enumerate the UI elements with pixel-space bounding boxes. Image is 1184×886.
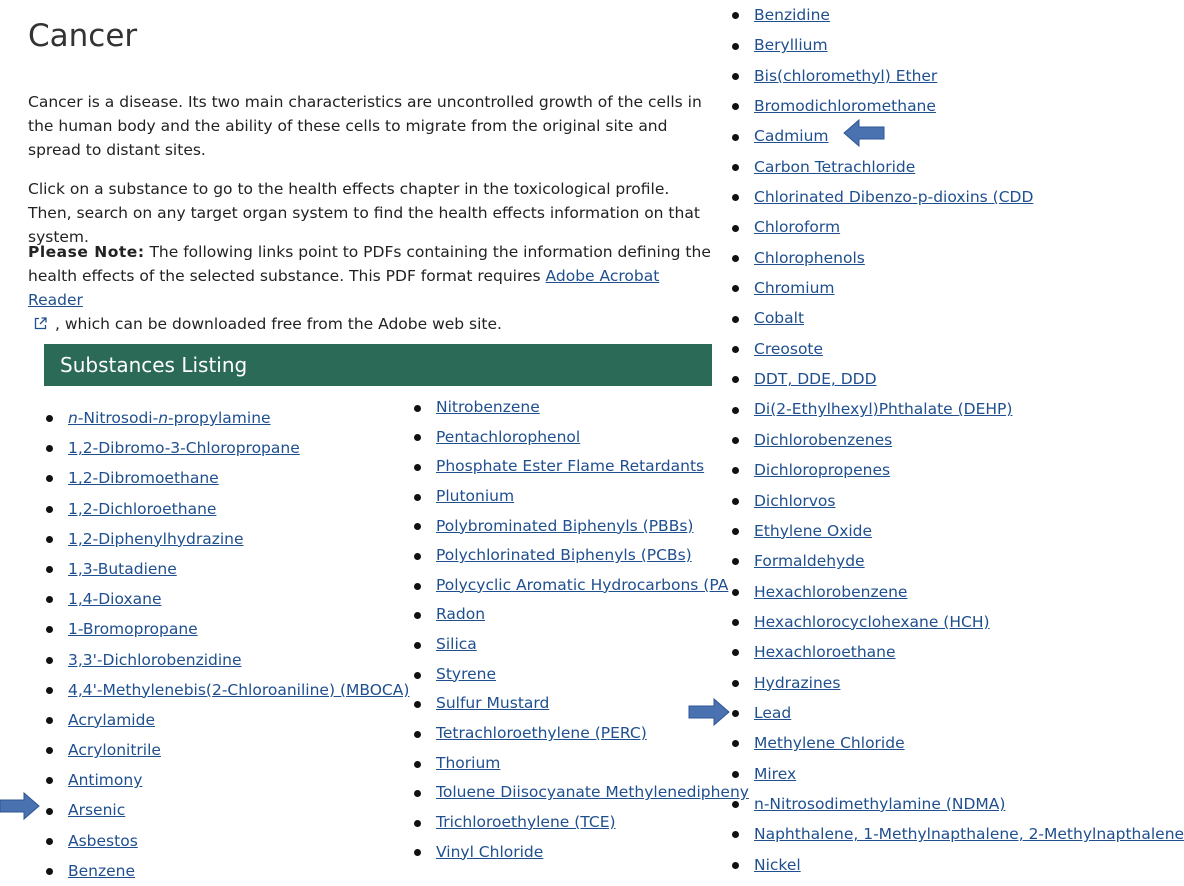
list-item bbox=[408, 630, 712, 660]
substance-link-bromodichloromethane[interactable]: Bromodichloromethane bbox=[754, 97, 936, 116]
list-item bbox=[40, 433, 420, 463]
substance-link-1-4-dioxane[interactable]: 1,4-Dioxane bbox=[68, 590, 162, 609]
substance-link-hexachloroethane[interactable]: Hexachloroethane bbox=[754, 643, 896, 662]
list-item bbox=[726, 30, 1024, 60]
substance-link-phosphate-ester-flame-retardants[interactable]: Phosphate Ester Flame Retardants bbox=[436, 457, 705, 476]
substance-link-formaldehyde[interactable]: Formaldehyde bbox=[754, 552, 865, 571]
list-item bbox=[726, 728, 1024, 758]
list-item bbox=[40, 675, 420, 705]
list-item bbox=[408, 393, 712, 423]
list-item bbox=[726, 789, 1024, 819]
list-item bbox=[726, 364, 1024, 394]
substance-link-1-3-butadiene[interactable]: 1,3-Butadiene bbox=[68, 559, 177, 578]
list-item bbox=[40, 645, 420, 675]
page-title: Cancer bbox=[28, 18, 138, 54]
list-item bbox=[40, 735, 420, 765]
list-item bbox=[408, 778, 749, 808]
substances-listing-header: Substances Listing bbox=[44, 344, 712, 386]
list-item bbox=[726, 0, 1024, 30]
list-item bbox=[40, 403, 420, 433]
substance-link-1-2-dibromo-3-chloropropane[interactable]: 1,2-Dibromo-3-Chloropropane bbox=[68, 439, 300, 458]
substance-link-sulfur-mustard[interactable]: Sulfur Mustard bbox=[436, 694, 550, 713]
substance-link-beryllium[interactable]: Beryllium bbox=[754, 36, 828, 55]
external-link-icon[interactable] bbox=[34, 313, 47, 326]
list-item bbox=[726, 486, 1024, 516]
list-item bbox=[726, 698, 1024, 728]
substance-list-column-2 bbox=[408, 393, 749, 867]
intro-note bbox=[28, 240, 713, 336]
list-item bbox=[40, 765, 420, 795]
list-item bbox=[40, 705, 420, 735]
list-item bbox=[408, 689, 712, 719]
list-item bbox=[408, 452, 712, 482]
list-item bbox=[726, 152, 1024, 182]
list-item bbox=[726, 819, 1184, 849]
intro-paragraph-1: Cancer is a disease. Its two main characteristics are uncontrolled growth of the cells in the human body and the ability of these cells to migrate from the original site and spread to distant sites. bbox=[28, 93, 702, 159]
substance-link-chromium[interactable]: Chromium bbox=[754, 279, 835, 298]
substance-link-dichlorobenzenes[interactable]: Dichlorobenzenes bbox=[754, 430, 893, 449]
substance-link-n-nitrosodimethylamine-ndma[interactable]: n-Nitrosodimethylamine (NDMA) bbox=[754, 794, 1006, 813]
substance-link-polycyclic-aromatic-hydrocarbons-pa[interactable]: Polycyclic Aromatic Hydrocarbons (PA bbox=[436, 575, 729, 594]
substance-link-ddt-dde-ddd[interactable]: DDT, DDE, DDD bbox=[754, 370, 877, 389]
substance-link-trichloroethylene-tce[interactable]: Trichloroethylene (TCE) bbox=[436, 812, 616, 831]
substance-link-styrene[interactable]: Styrene bbox=[436, 664, 497, 683]
list-item bbox=[726, 273, 1024, 303]
list-item bbox=[408, 571, 729, 601]
substance-link-acrylamide[interactable]: Acrylamide bbox=[68, 710, 155, 729]
list-item bbox=[408, 541, 712, 571]
list-item bbox=[408, 808, 712, 838]
substance-link-plutonium[interactable]: Plutonium bbox=[436, 486, 515, 505]
substance-link-benzene[interactable]: Benzene bbox=[68, 861, 136, 880]
substance-link-creosote[interactable]: Creosote bbox=[754, 339, 824, 358]
substance-link-cadmium[interactable]: Cadmium bbox=[754, 127, 829, 146]
adobe-acrobat-link[interactable]: Adobe Acrobat Reader bbox=[28, 267, 660, 309]
substance-link-dichlorvos[interactable]: Dichlorvos bbox=[754, 491, 836, 510]
substance-link-pentachlorophenol[interactable]: Pentachlorophenol bbox=[436, 427, 581, 446]
substance-link-n-nitrosodi-n-propylamine[interactable]: n-Nitrosodi-n-propylamine bbox=[68, 409, 271, 427]
list-item bbox=[726, 182, 1034, 212]
list-item bbox=[40, 826, 420, 856]
blue-arrow-icon bbox=[843, 118, 885, 148]
substance-link-di-2-ethylhexyl-phthalate-dehp[interactable]: Di(2-Ethylhexyl)Phthalate (DEHP) bbox=[754, 400, 1013, 419]
list-item bbox=[40, 584, 420, 614]
substance-link-hexachlorobenzene[interactable]: Hexachlorobenzene bbox=[754, 582, 908, 601]
blue-arrow-icon bbox=[688, 697, 730, 727]
substance-link-3-3-dichlorobenzidine[interactable]: 3,3'-Dichlorobenzidine bbox=[68, 650, 242, 669]
list-item bbox=[726, 91, 1024, 121]
list-item bbox=[726, 61, 1024, 91]
substance-link-chlorophenols[interactable]: Chlorophenols bbox=[754, 248, 865, 267]
list-item bbox=[40, 856, 420, 886]
blue-arrow-icon bbox=[0, 791, 40, 821]
list-item bbox=[726, 577, 1024, 607]
substance-link-1-2-diphenylhydrazine[interactable]: 1,2-Diphenylhydrazine bbox=[68, 529, 244, 548]
list-item bbox=[726, 759, 1024, 789]
substance-link-tetrachloroethylene-perc[interactable]: Tetrachloroethylene (PERC) bbox=[436, 724, 647, 743]
list-item bbox=[726, 425, 1024, 455]
list-item bbox=[408, 719, 712, 749]
list-item bbox=[40, 463, 420, 493]
list-item bbox=[408, 512, 712, 542]
substance-link-1-bromopropane[interactable]: 1-Bromopropane bbox=[68, 620, 198, 639]
list-item bbox=[726, 668, 1024, 698]
list-item bbox=[726, 455, 1024, 485]
substance-link-thorium[interactable]: Thorium bbox=[436, 753, 501, 772]
list-item bbox=[726, 637, 1024, 667]
list-item bbox=[726, 516, 1024, 546]
list-item bbox=[726, 303, 1024, 333]
substance-link-bis-chloromethyl-ether[interactable]: Bis(chloromethyl) Ether bbox=[754, 66, 938, 85]
substance-link-dichloropropenes[interactable]: Dichloropropenes bbox=[754, 461, 891, 480]
list-item bbox=[726, 850, 1024, 880]
substance-link-4-4-methylenebis-2-chloroaniline-mboca[interactable]: 4,4'-Methylenebis(2-Chloroaniline) (MBOCA) bbox=[68, 680, 410, 699]
list-item bbox=[40, 795, 420, 825]
substance-link-silica[interactable]: Silica bbox=[436, 635, 477, 654]
substance-link-hexachlorocyclohexane-hch[interactable]: Hexachlorocyclohexane (HCH) bbox=[754, 612, 990, 631]
list-item bbox=[726, 334, 1024, 364]
substance-link-nickel[interactable]: Nickel bbox=[754, 855, 801, 874]
substance-link-toluene-diisocyanate-methylenedipheny[interactable]: Toluene Diisocyanate Methylenedipheny bbox=[436, 783, 749, 802]
substance-link-1-2-dibromoethane[interactable]: 1,2-Dibromoethane bbox=[68, 469, 219, 488]
substance-link-polybrominated-biphenyls-pbbs[interactable]: Polybrominated Biphenyls (PBBs) bbox=[436, 516, 694, 535]
substance-link-vinyl-chloride[interactable]: Vinyl Chloride bbox=[436, 842, 544, 861]
list-item bbox=[726, 607, 1024, 637]
substance-link-arsenic[interactable]: Arsenic bbox=[68, 801, 126, 820]
substance-link-ethylene-oxide[interactable]: Ethylene Oxide bbox=[754, 521, 873, 540]
list-item bbox=[726, 212, 1024, 242]
substance-link-methylene-chloride[interactable]: Methylene Chloride bbox=[754, 734, 905, 753]
list-item bbox=[40, 614, 420, 644]
substance-link-chlorinated-dibenzo-p-dioxins-cdd[interactable]: Chlorinated Dibenzo-p-dioxins (CDD bbox=[754, 188, 1034, 207]
substance-link-acrylonitrile[interactable]: Acrylonitrile bbox=[68, 741, 161, 760]
substance-link-nitrobenzene[interactable]: Nitrobenzene bbox=[436, 398, 540, 416]
note-label: Please Note: bbox=[28, 243, 145, 261]
list-item bbox=[40, 524, 420, 554]
list-item bbox=[726, 394, 1024, 424]
substance-list-column-1 bbox=[40, 403, 420, 886]
list-item bbox=[726, 243, 1024, 273]
substance-link-radon[interactable]: Radon bbox=[436, 605, 486, 624]
substance-link-carbon-tetrachloride[interactable]: Carbon Tetrachloride bbox=[754, 157, 916, 176]
substance-link-antimony[interactable]: Antimony bbox=[68, 771, 143, 790]
substance-link-chloroform[interactable]: Chloroform bbox=[754, 218, 841, 237]
list-item bbox=[408, 838, 712, 868]
substance-link-naphthalene-1-methylnapthalene-2-methylnapthalene[interactable]: Naphthalene, 1-Methylnapthalene, 2-Methylnapthalene bbox=[754, 825, 1184, 844]
list-item bbox=[40, 554, 420, 584]
list-item bbox=[408, 482, 712, 512]
substance-link-cobalt[interactable]: Cobalt bbox=[754, 309, 805, 328]
list-item bbox=[408, 600, 712, 630]
substance-link-benzidine[interactable]: Benzidine bbox=[754, 6, 830, 24]
substance-link-1-2-dichloroethane[interactable]: 1,2-Dichloroethane bbox=[68, 499, 217, 518]
substance-link-hydrazines[interactable]: Hydrazines bbox=[754, 673, 841, 692]
intro-paragraph-2: Click on a substance to go to the health effects chapter in the toxicological profile. Then, search on any target organ system to find the health effects information on that system. bbox=[28, 180, 700, 246]
list-item bbox=[40, 494, 420, 524]
list-item bbox=[408, 660, 712, 690]
substance-link-asbestos[interactable]: Asbestos bbox=[68, 831, 138, 850]
list-item bbox=[408, 749, 712, 779]
note-text: The following links point to PDFs containing the information defining the health effects of the selected substance. This PDF format requires bbox=[28, 243, 711, 285]
substance-link-mirex[interactable]: Mirex bbox=[754, 764, 797, 783]
substance-link-polychlorinated-biphenyls-pcbs[interactable]: Polychlorinated Biphenyls (PCBs) bbox=[436, 546, 692, 565]
list-item bbox=[726, 546, 1024, 576]
list-item bbox=[408, 423, 712, 453]
note-suffix: , which can be downloaded free from the Adobe web site. bbox=[55, 315, 502, 333]
substance-link-lead[interactable]: Lead bbox=[754, 703, 792, 722]
